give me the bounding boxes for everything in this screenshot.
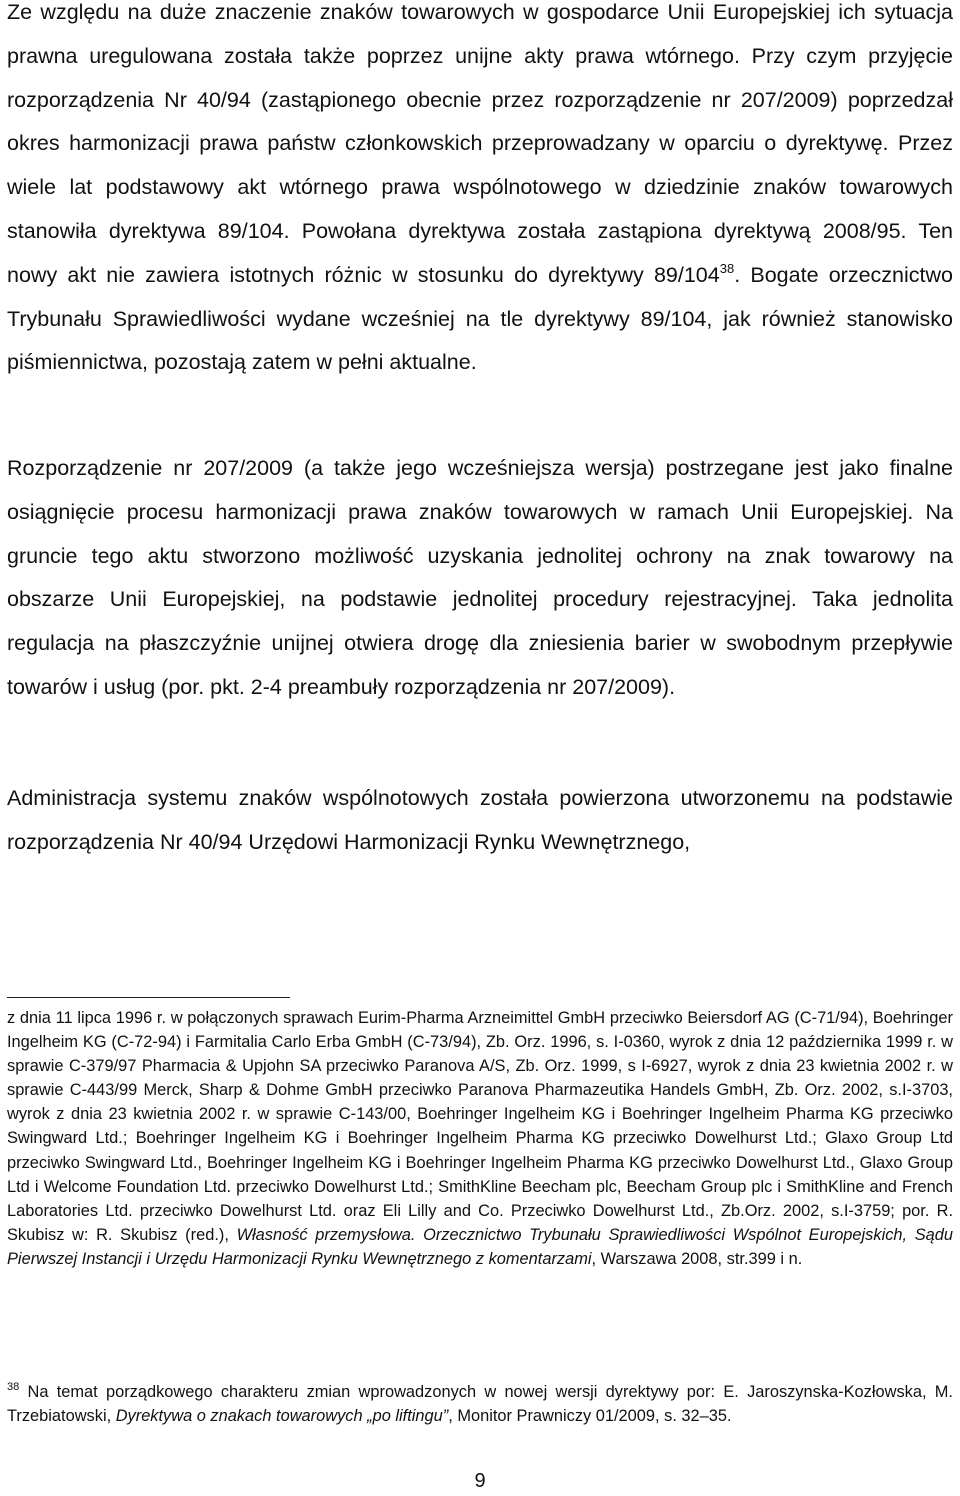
footnote-continued (7, 1006, 953, 1271)
paragraph-text: Administracja systemu znaków wspólnotowych została powierzona utworzonemu na podstawie rozporządzenia Nr 40/94 Urzędowi Harmonizacji Rynku Wewnętrznego, (7, 786, 953, 854)
paragraph-text: Ze względu na duże znaczenie znaków towarowych w gospodarce Unii Europejskiej ich sytuacja prawna uregulowana została także poprzez unijne akty prawa wtórnego. Przy czym przyjęcie rozporządzenia Nr 40/94 (zastąpionego obecnie przez rozporządzenie nr 207/2009) poprzedzał okres harmonizacji prawa państw członkowskich przeprowadzany w oparciu o dyrektywę. Przez wiele lat podstawowy akt wtórnego prawa wspólnotowego w dziedzinie znaków towarowych stanowiła dyrektywa 89/104. Powołana dyrektywa została zastąpiona dyrektywą 2008/95. Ten nowy akt nie zawiera istotnych różnic w stosunku do dyrektywy 89/104 (7, 0, 953, 287)
footnote-text: Na temat porządkowego charakteru zmian wprowadzonych w nowej wersji dyrektywy por: E. Jaroszynska-Kozłowska, M. Trzebiatowski, (7, 1383, 953, 1426)
paragraph-text: Rozporządzenie nr 207/2009 (a także jego wcześniejsza wersja) postrzegane jest jako finalne osiągnięcie procesu harmonizacji prawa znaków towarowych w ramach Unii Europejskiej. Na gruncie tego aktu stworzono możliwość uzyskania jednolitej ochrony na znak towarowy na obszarze Unii Europejskiej, na podstawie jednolitej procedury rejestracyjnej. Taka jednolita regulacja na płaszczyźnie unijnej otwiera drogę dla zniesienia barier w swobodnym przepływie towarów i usług (por. pkt. 2-4 preambuły rozporządzenia nr 207/2009). (7, 456, 953, 699)
footnote-italic-title: Dyrektywa o znakach towarowych „po liftingu” (115, 1407, 449, 1426)
body-paragraph-1 (7, 0, 953, 385)
body-paragraph-3 (7, 777, 953, 865)
page-number: 9 (474, 1470, 486, 1492)
footnote-38 (7, 1380, 953, 1428)
footnote-reference: 38 (719, 260, 735, 276)
footnote-separator (7, 997, 290, 998)
paragraph-text: . Bogate orzecznictwo Trybunału Sprawiedliwości wydane wcześniej na tle dyrektywy 89/104, jak również stanowisko piśmiennictwa, pozostają zatem w pełni aktualne. (7, 262, 953, 375)
footnote-text: , Monitor Prawniczy 01/2009, s. 32–35. (448, 1407, 732, 1426)
body-paragraph-2 (7, 447, 953, 710)
footnote-italic-title: Własność przemysłowa. Orzecznictwo Trybunału Sprawiedliwości Wspólnot Europejskich, Sądu Pierwszej Instancji i Urzędu Harmonizacji Rynku Wewnętrznego z komentarzami (7, 1225, 954, 1268)
footnote-text: , Warszawa 2008, str.399 i n. (591, 1249, 803, 1268)
footnote-number: 38 (7, 1381, 20, 1393)
footnote-text: z dnia 11 lipca 1996 r. w połączonych sprawach Eurim-Pharma Arzneimittel GmbH przeciwko Beiersdorf AG (C-71/94), Boehringer Ingelheim KG (C-72-94) i Farmitalia Carlo Erba GmbH (C-73/94), Zb. Orz. 1996, s. I-0360, wyrok z dnia 12 października 1999 r. w sprawie C-379/97 Pharmacia & Upjohn SA przeciwko Paranova A/S, Zb. Orz. 1999, s I-6927, wyrok z dnia 23 kwietnia 2002 r. w sprawie C-443/99 Merck, Sharp & Dohme GmbH przeciwko Paranova Pharmazeutika Handels GmbH, Zb. Orz. 2002, s.I-3703, wyrok z dnia 23 kwietnia 2002 r. w sprawie C-143/00, Boehringer Ingelheim KG i Boehringer Ingelheim Pharma KG przeciwko Swingward Ltd.; Boehringer Ingelheim KG i Boehringer Ingelheim Pharma KG przeciwko Dowelhurst Ltd.; Glaxo Group Ltd przeciwko Swingward Ltd., Boehringer Ingelheim KG i Boehringer Ingelheim Pharma KG przeciwko Dowelhurst Ltd., Glaxo Group Ltd i Welcome Foundation Ltd. przeciwko Dowelhurst Ltd.; SmithKline Beecham plc, Beecham Group plc i SmithKline and French Laboratories Ltd. przeciwko Dowelhurst Ltd. oraz Eli Lilly and Co. Przeciwko Dowelhurst Ltd., Zb.Orz. 2002, s.I-3759; por. R. Skubisz w: R. Skubisz (red.), (7, 1009, 953, 1244)
